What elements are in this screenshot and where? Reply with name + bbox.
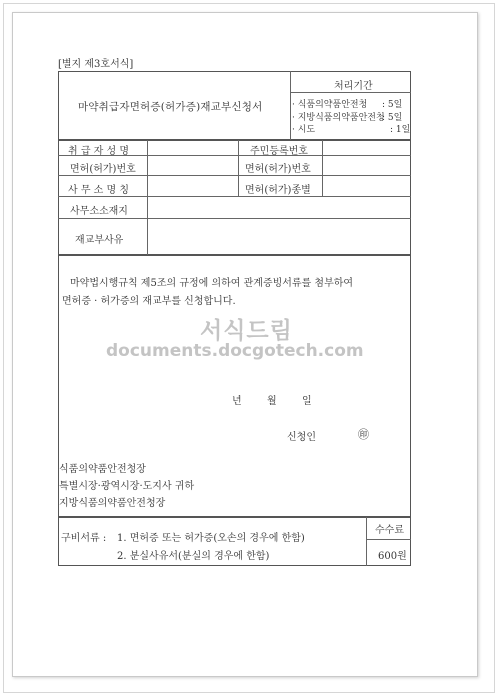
col-line bbox=[322, 140, 323, 196]
col-line bbox=[147, 140, 148, 255]
date-year: 년 bbox=[232, 396, 242, 407]
processing-row-value: : 5일 bbox=[382, 113, 403, 123]
recipient-line: 지방식품의약품안전청장 bbox=[59, 498, 166, 509]
documents-label: 구비서류 : bbox=[61, 533, 107, 544]
processing-row-label: · 시도 bbox=[292, 125, 316, 135]
recipient-line: 식품의약품안전청장 bbox=[59, 464, 146, 475]
processing-period-header: 처리기간 bbox=[334, 81, 373, 92]
row-line bbox=[58, 218, 411, 219]
processing-row-label: · 지방식품의약품안전청 bbox=[292, 113, 385, 123]
application-statement-line: 면허증 · 허가증의 재교부를 신청합니다. bbox=[62, 296, 236, 307]
form-title: 마약취급자면허증(허가증)재교부신청서 bbox=[78, 101, 263, 113]
office-name-label: 사 무 소 명 칭 bbox=[68, 185, 130, 196]
application-statement-line: 마약법시행규칙 제5조의 규정에 의하여 관계증빙서류를 첨부하여 bbox=[70, 278, 354, 289]
license-number-label: 면허(허가)번호 bbox=[70, 164, 136, 175]
seal-mark: ㊞ bbox=[358, 428, 369, 441]
reissue-reason-label: 재교부사유 bbox=[75, 235, 124, 246]
processing-header-line bbox=[290, 92, 411, 93]
watermark-url: documents.docgotech.com bbox=[106, 341, 364, 361]
applicant-label: 신청인 bbox=[287, 432, 316, 443]
form-number: [별지 제3호서식] bbox=[58, 59, 134, 70]
license-number-label: 면허(허가)번호 bbox=[245, 164, 311, 175]
processing-row-label: · 식품의약품안전청 bbox=[292, 100, 368, 110]
date-month: 월 bbox=[267, 396, 277, 407]
fee-label: 수수료 bbox=[375, 525, 404, 536]
header-divider bbox=[290, 71, 291, 140]
col-line bbox=[238, 140, 239, 196]
fee-header-line bbox=[366, 539, 411, 540]
resident-number-label: 주민등록번호 bbox=[250, 146, 308, 157]
handler-name-label: 취 급 자 성 명 bbox=[68, 146, 130, 157]
date-day: 일 bbox=[302, 396, 312, 407]
required-document: 2. 분실사유서(분실의 경우에 한함) bbox=[117, 551, 270, 562]
fee-amount: 600원 bbox=[378, 551, 407, 562]
processing-row-value: : 1일 bbox=[390, 125, 411, 135]
watermark-title: 서식드림 bbox=[200, 318, 293, 344]
processing-row-value: : 5일 bbox=[382, 100, 403, 110]
recipient-line: 특별시장·광역시장·도지사 귀하 bbox=[59, 481, 195, 492]
row-line bbox=[58, 196, 411, 197]
office-address-label: 사무소소재지 bbox=[70, 206, 128, 217]
fee-divider bbox=[366, 517, 367, 566]
required-document: 1. 면허증 또는 허가증(오손의 경우에 한함) bbox=[117, 533, 305, 544]
license-type-label: 면허(허가)종별 bbox=[245, 185, 311, 196]
row-line bbox=[58, 175, 411, 176]
